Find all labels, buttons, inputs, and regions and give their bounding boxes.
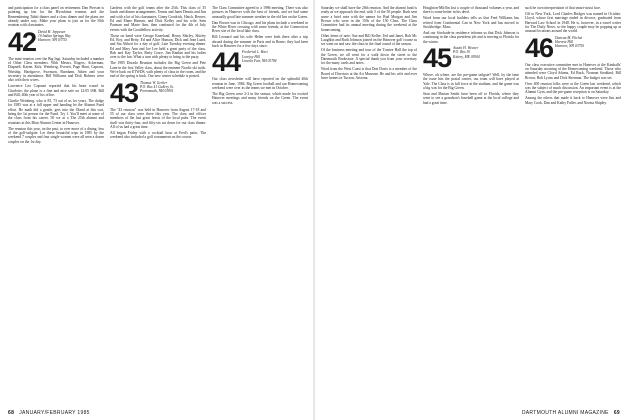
class-year: 43: [110, 77, 139, 108]
left-page-footer: [8, 410, 90, 416]
column-paragraph: Lawrence Leo Capouni reported that his heart wasn't in Charlotte; the plane is a fine and nice safe on 12:05 ISB. Bill and Bill, 40th year of his office.: [8, 84, 104, 98]
column-paragraph: Stan and Marian Smith have been off to Florida, where they went to see a grandson's baseball game at the local college and had a great time.: [423, 91, 519, 105]
address-line: Austin H. Weaver: [453, 45, 479, 50]
class-year: 46: [525, 32, 554, 63]
page-number: 69: [613, 410, 620, 416]
column-paragraph: Saturday we shall have the 20th reunion. And the alumni fund is ready as we approach the end, with 5 of the 50 people. Ruth sent some a brief note with the names for Bud Morgan and Jim Brown who were in the 150s of the 150 Class. The Class Committee had its annual meeting during the weekend at the homecoming.: [321, 6, 417, 32]
address-line: P.O. Box 41 Gallery St.: [140, 84, 174, 89]
address-line: Duncan M. Fitchet: [555, 35, 583, 40]
issue-date: JANUARY/FEBRUARY 1985: [19, 410, 90, 416]
class-secretary-address: [453, 46, 519, 59]
address-line: Lincoln Fair, NH 03784: [242, 58, 277, 63]
column-paragraph: Dan Brown was in Chicago, and his plans include a weekend in the White River crossing with some friends, at the Connecticut River site of the local lake class.: [212, 20, 308, 34]
class-heading: [525, 32, 621, 63]
address-line: Lovejoy Hill: [242, 54, 260, 59]
magazine-name: DARTMOUTH ALUMNI MAGAZINE: [521, 410, 609, 416]
right-column-2: [423, 6, 519, 107]
class-secretary-address: [555, 36, 621, 49]
address-line: P.O. Box 30: [453, 50, 471, 55]
class-heading: [212, 47, 308, 78]
column-paragraph: Houghton-Mifflin lost a couple of thousand volumes a year, and there is some better in his deed.: [423, 6, 519, 15]
column-paragraph: The "43 reunion" was held in Hanover from August 17-18 and 55 of our class were there this year. The class and officer members of the last great feasts of the local pubs. The event itself was thirty-four, and fifty-six sat down for our class dinner. All of us had a great time.: [110, 107, 206, 130]
column-paragraph: Bill Leonard and his wife Helen were both there after a trip abroad during the summer in Paris and in Rome; they had been back in Hanover for a few days since.: [212, 35, 308, 48]
address-line: Thomas W. Gerber: [140, 80, 168, 85]
address-line: Hanover, NH 03750: [555, 44, 584, 49]
class-secretary-address: [242, 50, 308, 63]
address-line: Hanover, NH 03755: [38, 38, 67, 43]
right-page: [315, 0, 628, 420]
left-page: [0, 0, 313, 420]
column-paragraph: Other items of note: Sue and Bill Keller, Ted and Janet, Bob Mc Laughlin and Ruth Johnson joined on the Hanover golf course as we went on and saw the class in the final round of the season.: [321, 33, 417, 47]
column-paragraph: such he own interpretation of that smart-assist face.: [525, 6, 601, 10]
column-paragraph: Over 400 reunion folks were at the Green last weekend, which was the subject of much discussion. An important event is at the Alumni Gym, and the pre-game reception is on Saturday.: [525, 81, 621, 95]
class-heading: [423, 42, 519, 73]
class-secretary-address: [38, 30, 104, 43]
column-paragraph: All began Friday with a cocktail hour at Fred's patio. The weekend also included a golf tournament on the course.: [110, 131, 206, 140]
column-paragraph: Those on hand were George Kneeland, Henry Shirley, Shirley Ed, Roy, and Betty, Ed and Alice Hanson, Dick and Jean Lund, and Stu Abbott for a day of golf. Late Tuesday evening dinner. Ed and Mary Ann and Joe Lee held a great party of the class. Bob and Kay Taylor, Betty Grace, Jim Rankin and his ladies over to the fun. What a turn with plenty to bring to the party.: [110, 33, 206, 60]
column-paragraph: The mini-reunion over the Big Ingi. Saturday included a number of Other Class members. With Messrs. Rogers, Ackerman, Dispnell, Kaene, Kirk, Weinberg, Everett, Page Hunt, Caproni, Winship, Hardgrove, Swenson, Burnham, Aiken and your secretary in attendance. Bill Williams and Dick Holmes were also with their wives.: [8, 56, 104, 83]
column-paragraph: The Class Committee agreed to a 1986 meeting. There was also pictures in Hanover with the best of friends, and we had some unusually good late summer weather in the old Inn on the Green.: [212, 6, 308, 19]
right-column-1: [321, 6, 417, 82]
column-paragraph: Our class executive committee met in Hanover at the Kimballs' on Saturday morning of the Homecoming weekend. Those who attended were Cloyd Adams, Ed Buck, Norman Stoddard, Bill Brown, Bob Lyons and Dick Sherman. The budget was set.: [525, 62, 621, 80]
class-year: 44: [212, 47, 241, 78]
column-paragraph: The reunion this year, on the past, to over more of a dining, less of the golf-tailgate. Let these beautiful trips in 1985 by the weekend 7 couples and four single women were all seen a dozen couples on the 1st day.: [8, 126, 104, 144]
column-paragraph: Where, oh where, are the pre-game tailgate? Well, by the time the issue hits the postal carrier, our team will have played at Yale. The Class is in full force at the stadium, and the game was a big win for the Big Green.: [423, 72, 519, 90]
column-paragraph: and participation for a class panel on retirement. Dan Pierson is pointing up fast for the Hiroshima reunion, and the Remembering Tahiti dinner and a class dinner and the plans are already under way. Make your plans to join us for the 50th reunion with classmates.: [8, 6, 104, 28]
column-paragraph: Off to New York, Lord Charles Bridges was named in October. Lloyd, whose first marriage ended in divorce, graduated from Harvard Law School in 1948. He is, however, in a travel writer for The Daily News, so the happy couple may be popping up at unusual locations around the world.: [525, 11, 621, 34]
column-paragraph: Among the others that made it back to Hanover were Jim and Mary Cook, Dan and Kathy Fuller, and Norma Shipley.: [525, 96, 621, 105]
left-column-3: [212, 6, 308, 107]
address-line: David H. Jeppesen: [38, 29, 66, 34]
class-heading: [110, 77, 206, 108]
column-paragraph: Word from our local builders tells us that Fred Williams has retired from Continental Can in New York and has moved to Stockbridge, Mass.: [423, 16, 519, 29]
column-paragraph: And our Stockade-in residence informs us that Dick Johnson is continuing in the class president job and is moving to Florida for the winter.: [423, 30, 519, 44]
column-paragraph: Of the business meeting and tour of the Trustee Hall the top of the Green, we all went for a walk down the street to the Dartmouth Bookstore. A special thank you from your secretary for the many cards and notes.: [321, 48, 417, 66]
column-paragraph: The Big Green were 2-2 in the season, which made for excited Hanover meetings and many friends on the Green. The event was a success.: [212, 91, 308, 105]
column-paragraph: Word from the West Coast is that Don Davis is a member of the Board of Directors at the Art Museum. He and his wife and ever have homes in Tucson, Arizona.: [321, 67, 417, 80]
right-page-footer: [522, 410, 620, 416]
column-paragraph: Gardens with the golf teams after the 25th. This class of 35 lunch and dinner arrangements. Tennis and Janet Dennis and Jim and with a lot of his classmates, Ginny Goodrich, Hatch, Beaver, Ed and Elane Hansen, and Dick Kelley and his wife, Sam Paxman and Marie Ann, then continued for the 4th of July events with the Goodfellow activity.: [110, 6, 206, 32]
address-line: Kittery, ME 03904: [453, 54, 480, 59]
address-line: 10 Indian Springs Way: [38, 34, 71, 39]
page-number: 68: [8, 410, 15, 416]
class-year: 42: [8, 26, 37, 57]
left-column-2: [110, 6, 206, 141]
address-line: Portsmouth, NH 03801: [140, 89, 174, 94]
class-secretary-address: [140, 81, 206, 94]
left-column-1: [8, 6, 104, 146]
address-line: Frederick L. Hart: [242, 50, 268, 55]
class-year: 45: [423, 42, 452, 73]
column-paragraph: The 1985 Dorado Reunion includes the Big Green and Pete Lane in the first Valley class, about the eminent Nordic ski trails. We're back on ETWDS, with plenty of class in the room, and the end of the spring is back. Our new winter schedule is posted.: [110, 61, 206, 79]
column-paragraph: Our class newsletter will have reported on the splendid 40th reunion in June, 1984. Big Green football and our Homecoming weekend were over as the teams we met in October.: [212, 77, 308, 90]
column-paragraph: Charlie Weinberg, who is 83, 73 out of us for years. The dodge for 1985 was at a full upper and handing let the Alumni Fund effort. He math did a gentle, gets into the Oland at this sort, being the 1st person for the Fund. Try 1. You'll meet at some of the class from his career, 50 we at a The 25th alumni and reunions at this Blair Alumni Center in Hanover.: [8, 99, 104, 125]
class-heading: [8, 26, 104, 57]
right-column-3: [525, 6, 621, 107]
address-line: Harvest Hill: [555, 39, 573, 44]
